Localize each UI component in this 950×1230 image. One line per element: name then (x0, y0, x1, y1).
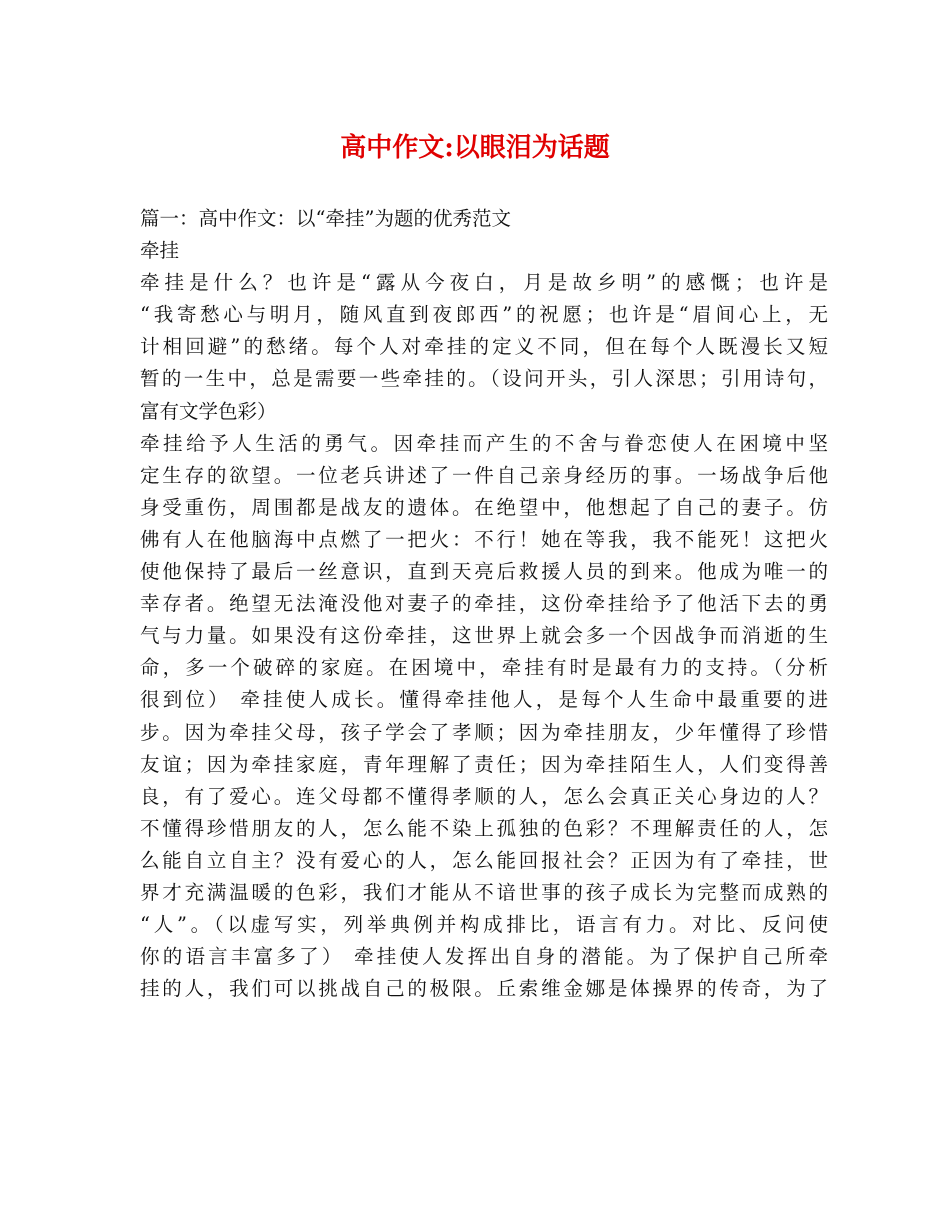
paragraph-line: 幸存者。绝望无法淹没他对妻子的牵挂，这份牵挂给予了他活下去的勇 (140, 592, 828, 616)
paragraph-line: 使他保持了最后一丝意识，直到天亮后救援人员的到来。他成为唯一的 (140, 560, 828, 584)
paragraph-line: 暂的一生中，总是需要一些牵挂的。（设问开头，引人深思；引用诗句， (140, 367, 828, 391)
paragraph-line: 计相回避”的愁绪。每个人对牵挂的定义不同，但在每个人既漫长又短 (140, 335, 828, 359)
paragraph-line: 命，多一个破碎的家庭。在困境中，牵挂有时是最有力的支持。（分析 (140, 656, 828, 680)
paragraph-line: 不懂得珍惜朋友的人，怎么能不染上孤独的色彩？不理解责任的人，怎 (140, 816, 828, 840)
paragraph-line: 佛有人在他脑海中点燃了一把火：不行！她在等我，我不能死！这把火 (140, 527, 828, 551)
paragraph-line: 气与力量。如果没有这份牵挂，这世界上就会多一个因战争而消逝的生 (140, 624, 828, 648)
document-body (140, 203, 828, 1005)
paragraph-line: 牵挂是什么？也许是“露从今夜白，月是故乡明”的感慨；也许是 (140, 271, 828, 295)
paragraph-line: 很到位） 牵挂使人成长。懂得牵挂他人，是每个人生命中最重要的进 (140, 688, 828, 712)
paragraph-line: 界才充满温暖的色彩，我们才能从不谙世事的孩子成长为完整而成熟的 (140, 880, 828, 904)
document-title: 高中作文:以眼泪为话题 (340, 133, 610, 163)
paragraph-line: 你的语言丰富多了） 牵挂使人发挥出自身的潜能。为了保护自己所牵 (140, 945, 828, 969)
paragraph-line: 牵挂给予人生活的勇气。因牵挂而产生的不舍与眷恋使人在困境中坚 (140, 431, 828, 455)
paragraph-line: 友谊；因为牵挂家庭，青年理解了责任；因为牵挂陌生人，人们变得善 (140, 752, 828, 776)
paragraph-line: 富有文学色彩） (140, 399, 277, 423)
paragraph-line: “人”。（以虚写实，列举典例并构成排比，语言有力。对比、反问使 (140, 913, 828, 937)
paragraph-line: 身受重伤，周围都是战友的遗体。在绝望中，他想起了自己的妻子。仿 (140, 495, 828, 519)
essay-title-line: 牵挂 (140, 239, 180, 263)
paragraph-line: 步。因为牵挂父母，孩子学会了孝顺；因为牵挂朋友，少年懂得了珍惜 (140, 720, 828, 744)
paragraph-line: “我寄愁心与明月，随风直到夜郎西”的祝愿；也许是“眉间心上，无 (140, 303, 828, 327)
section-heading-line: 篇一：高中作文：以“牵挂”为题的优秀范文 (140, 207, 511, 230)
paragraph-line: 良，有了爱心。连父母都不懂得孝顺的人，怎么会真正关心身边的人？ (140, 784, 828, 808)
paragraph-line: 么能自立自主？没有爱心的人，怎么能回报社会？正因为有了牵挂，世 (140, 848, 828, 872)
paragraph-line: 定生存的欲望。一位老兵讲述了一件自己亲身经历的事。一场战争后他 (140, 463, 828, 487)
paragraph-line: 挂的人，我们可以挑战自己的极限。丘索维金娜是体操界的传奇，为了 (140, 977, 828, 1001)
